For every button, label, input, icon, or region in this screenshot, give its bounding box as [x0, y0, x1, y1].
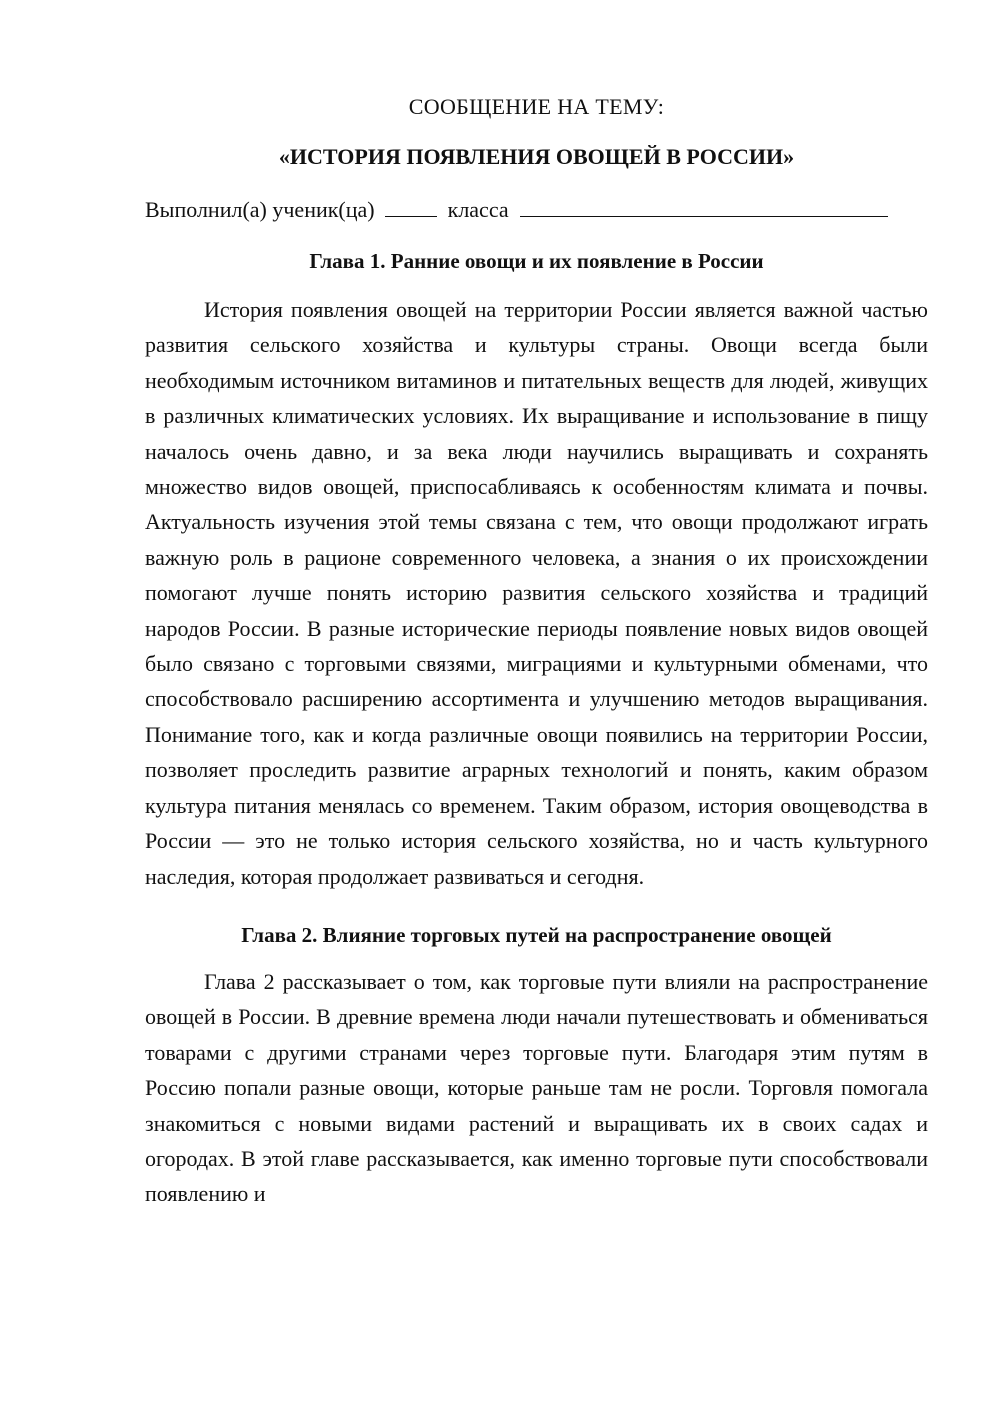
author-name-blank	[520, 194, 888, 217]
document-header: СООБЩЕНИЕ НА ТЕМУ:	[408, 94, 665, 119]
chapter-1-title: Глава 1. Ранние овощи и их появление в России	[309, 249, 764, 273]
author-prefix: Выполнил(а) ученик(ца)	[145, 197, 375, 222]
document-title: «ИСТОРИЯ ПОЯВЛЕНИЯ ОВОЩЕЙ В РОССИИ»	[278, 144, 795, 169]
chapter-2-title: Глава 2. Влияние торговых путей на распространение овощей	[241, 922, 832, 947]
chapter-1-paragraph: История появления овощей на территории России является важной частью развития сельского хозяйства и культуры страны. Овощи всегда были необходимым источником витаминов и питательных веществ для людей, живущих в различных климатических условиях. Их выращивание и использование в пищу началось очень давно, и за века люди научились выращивать и сохранять множество видов овощей, приспосабливаясь к особенностям климата и почвы. Актуальность изучения этой темы связана с тем, что овощи продолжают играть важную роль в рационе современного человека, а знания о их происхождении помогают лучше понять историю развития сельского хозяйства и традиций народов России. В разные исторические периоды появление новых видов овощей было связано с торговыми связями, миграциями и культурными обменами, что способствовало расширению ассортимента и улучшению методов выращивания. Понимание того, как и когда различные овощи появились на территории России, позволяет проследить развитие аграрных технологий и понять, каким образом культура питания менялась со временем. Таким образом, история овощеводства в России — это не только история сельского хозяйства, но и часть культурного наследия, которая продолжает развиваться и сегодня.	[145, 297, 928, 889]
author-line	[145, 194, 928, 226]
chapter-2-paragraph: Глава 2 рассказывает о том, как торговые пути влияли на распространение овощей в России. В древние времена люди начали путешествовать и обмениваться товарами с другими странами через торговые пути. Благодаря этим путям в Россию попали разные овощи, которые раньше там не росли. Торговля помогала знакомиться с новыми видами растений и выращивать их в своих садах и огородах. В этой главе рассказывается, как именно торговые пути способствовали появлению и	[145, 968, 928, 1207]
class-number-blank	[385, 194, 437, 217]
document-page	[145, 92, 928, 1212]
author-class-word: класса	[447, 197, 509, 222]
